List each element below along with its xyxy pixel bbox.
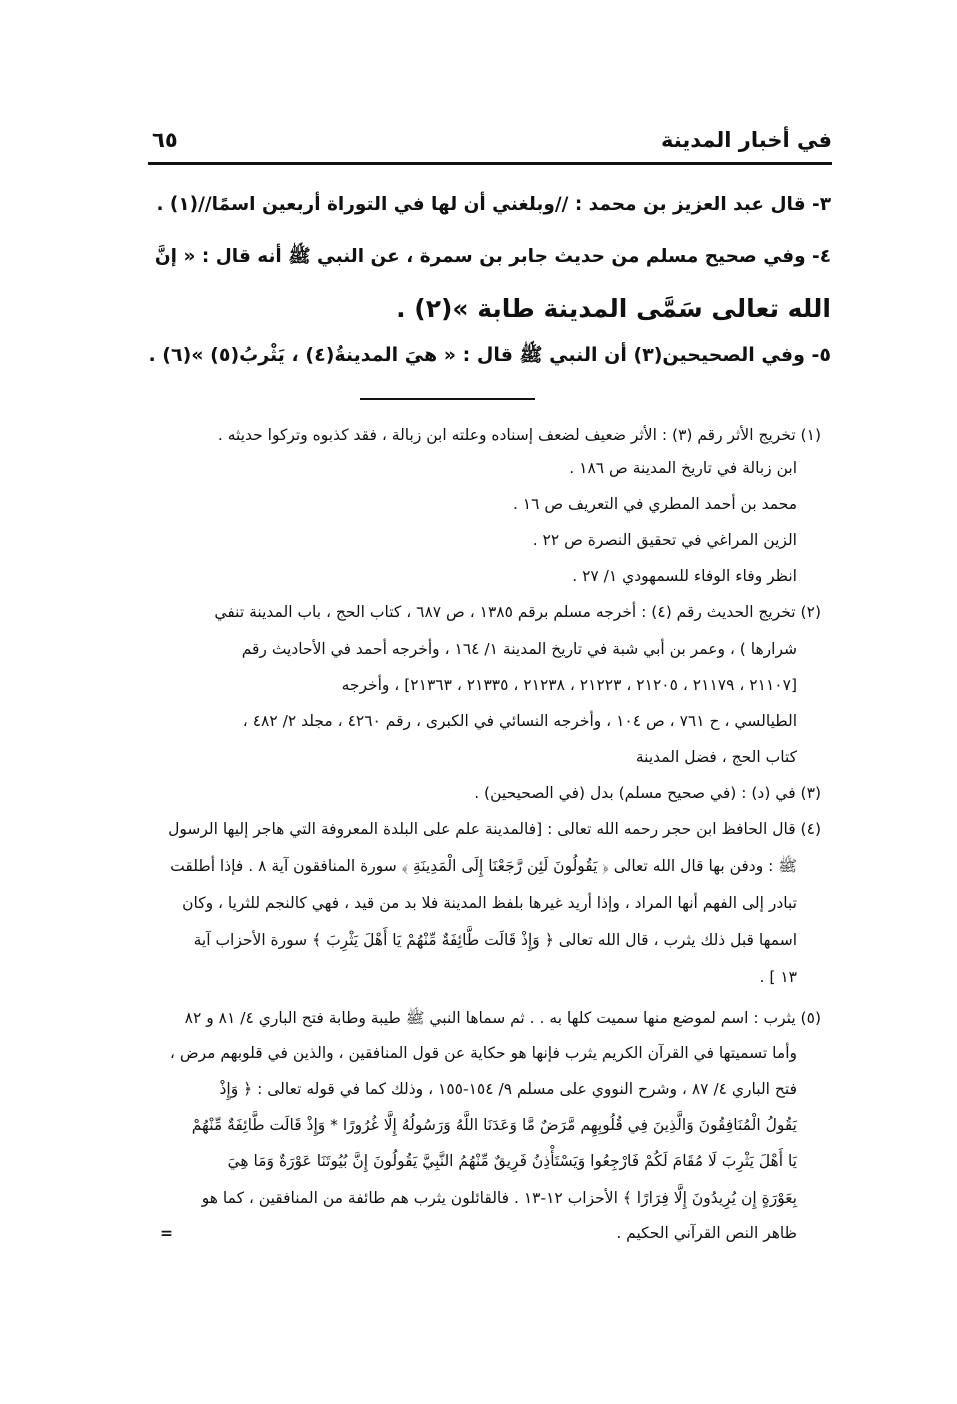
page-number: ٦٥ <box>152 128 178 152</box>
footnote-separator <box>360 398 535 400</box>
footnote-line: ابن زبالة في تاريخ المدينة ص ١٨٦ . <box>569 459 797 477</box>
running-header <box>148 128 832 162</box>
footnote-line: [٢١١٠٧ ، ٢١١٧٩ ، ٢١٢٠٥ ، ٢١٢٢٣ ، ٢١٢٣٨ ، ٢١٣٣٥ ، ٢١٣٦٣] ، وأخرجه <box>341 676 797 694</box>
main-line: ٣- قال عبد العزيز بن محمد : //وبلغني أن لها في التوراة أربعين اسمًا//(١) . <box>156 194 831 215</box>
footnote-line: اسمها قبل ذلك يثرب ، قال الله تعالى ﴿ وَإِذْ قَالَت طَّائِفَةٌ مِّنْهُمْ يَا أَهْلَ يَثْرِبَ ﴾ سورة الأحزاب آية <box>193 931 797 949</box>
footnote-line: (٢) تخريج الحديث رقم (٤) : أخرجه مسلم برقم ١٣٨٥ ، ص ٦٨٧ ، كتاب الحج ، باب المدينة تنفي <box>214 603 821 621</box>
footnote-line: ١٣ ] . <box>759 968 797 986</box>
running-title: في أخبار المدينة <box>661 128 832 152</box>
footnote-line: تبادر إلى الفهم أنها المراد ، وإذا أريد غيرها بلفظ المدينة فلا بد من قيد ، فهي كالنجم للثريا ، وكان <box>182 894 797 912</box>
footnote-line: ﷺ : ودفن بها قال الله تعالى ﴿ يَقُولُونَ لَئِن رَّجَعْنَا إِلَى الْمَدِينَةِ ﴾ سورة المنافقون آية ٨ . فإذا أطلقت <box>170 857 797 875</box>
footnote-line: بِعَوْرَةٍ إِن يُرِيدُونَ إِلَّا فِرَارًا ﴾ الأحزاب ١٢-١٣ . فالقائلون يثرب هم طائفة من المنافقين ، كما هو <box>201 1189 797 1207</box>
footnote-line: (١) تخريج الأثر رقم (٣) : الأثر ضعيف لضعف إسناده وعلته ابن زبالة ، فقد كذبوه وتركوا حديثه . <box>217 426 821 444</box>
footnote-line: الزين المراغي في تحقيق النصرة ص ٢٢ . <box>532 531 797 549</box>
footnote-line: يَقُولُ الْمُنَافِقُونَ وَالَّذِينَ فِي قُلُوبِهِم مَّرَضٌ مَّا وَعَدَنَا اللَّهُ وَرَسُولُهُ إِلَّا غُرُورًا * وَإِذْ قَالَت طَّائِفَةٌ مِّنْهُمْ <box>191 1116 797 1134</box>
footnote-line: الطيالسي ، ح ٧٦١ ، ص ١٠٤ ، وأخرجه النسائي في الكبرى ، رقم ٤٢٦٠ ، مجلد ٢/ ٤٨٢ ، <box>242 712 797 730</box>
footnote-line: محمد بن أحمد المطري في التعريف ص ١٦ . <box>512 495 797 513</box>
footnote-line: ظاهر النص القرآني الحكيم . <box>616 1224 797 1242</box>
footnote-line: (٣) في (د) : (في صحيح مسلم) بدل (في الصحيحين) . <box>474 784 821 802</box>
footnote-line: وأما تسميتها في القرآن الكريم يثرب فإنها هو حكاية عن قول المنافقين ، والذين في قلوبهم مرض ، <box>169 1044 797 1062</box>
footnote-line: كتاب الحج ، فضل المدينة <box>635 748 797 766</box>
main-line: الله تعالى سَمَّى المدينة طابة »(٢) . <box>396 294 831 323</box>
continuation-mark: = <box>160 1224 173 1242</box>
main-line: ٥- وفي الصحيحين(٣) أن النبي ﷺ قال : « هيَ المدينةُ(٤) ، يَثْربُ(٥) »(٦) . <box>148 344 831 366</box>
footnote-line: (٥) يثرب : اسم لموضع منها سميت كلها به . . ثم سماها النبي ﷺ طيبة وطابة فتح الباري ٤/ ٨١ و ٨٢ <box>184 1009 821 1027</box>
header-rule <box>148 162 832 165</box>
footnote-line: انظر وفاء الوفاء للسمهودي ١/ ٢٧ . <box>572 567 797 585</box>
footnote-line: (٤) قال الحافظ ابن حجر رحمه الله تعالى : [فالمدينة علم على البلدة المعروفة التي هاجر إليها الرسول <box>168 820 821 838</box>
main-line: ٤- وفي صحيح مسلم من حديث جابر بن سمرة ، عن النبي ﷺ أنه قال : « إنَّ <box>154 246 831 267</box>
footnote-line: شرارها ) ، وعمر بن أبي شبة في تاريخ المدينة ١/ ١٦٤ ، وأخرجه أحمد في الأحاديث رقم <box>241 640 797 658</box>
footnote-line: يَا أَهْلَ يَثْرِبَ لَا مُقَامَ لَكُمْ فَارْجِعُوا وَيَسْتَأْذِنُ فَرِيقٌ مِّنْهُمُ النَّبِيَّ يَقُولُونَ إِنَّ بُيُوتَنَا عَوْرَةٌ وَمَا هِيَ <box>227 1152 797 1170</box>
footnote-line: فتح الباري ٤/ ٨٧ ، وشرح النووي على مسلم ٩/ ١٥٤-١٥٥ ، وذلك كما في قوله تعالى : ﴿ وَإِذْ <box>219 1080 797 1098</box>
